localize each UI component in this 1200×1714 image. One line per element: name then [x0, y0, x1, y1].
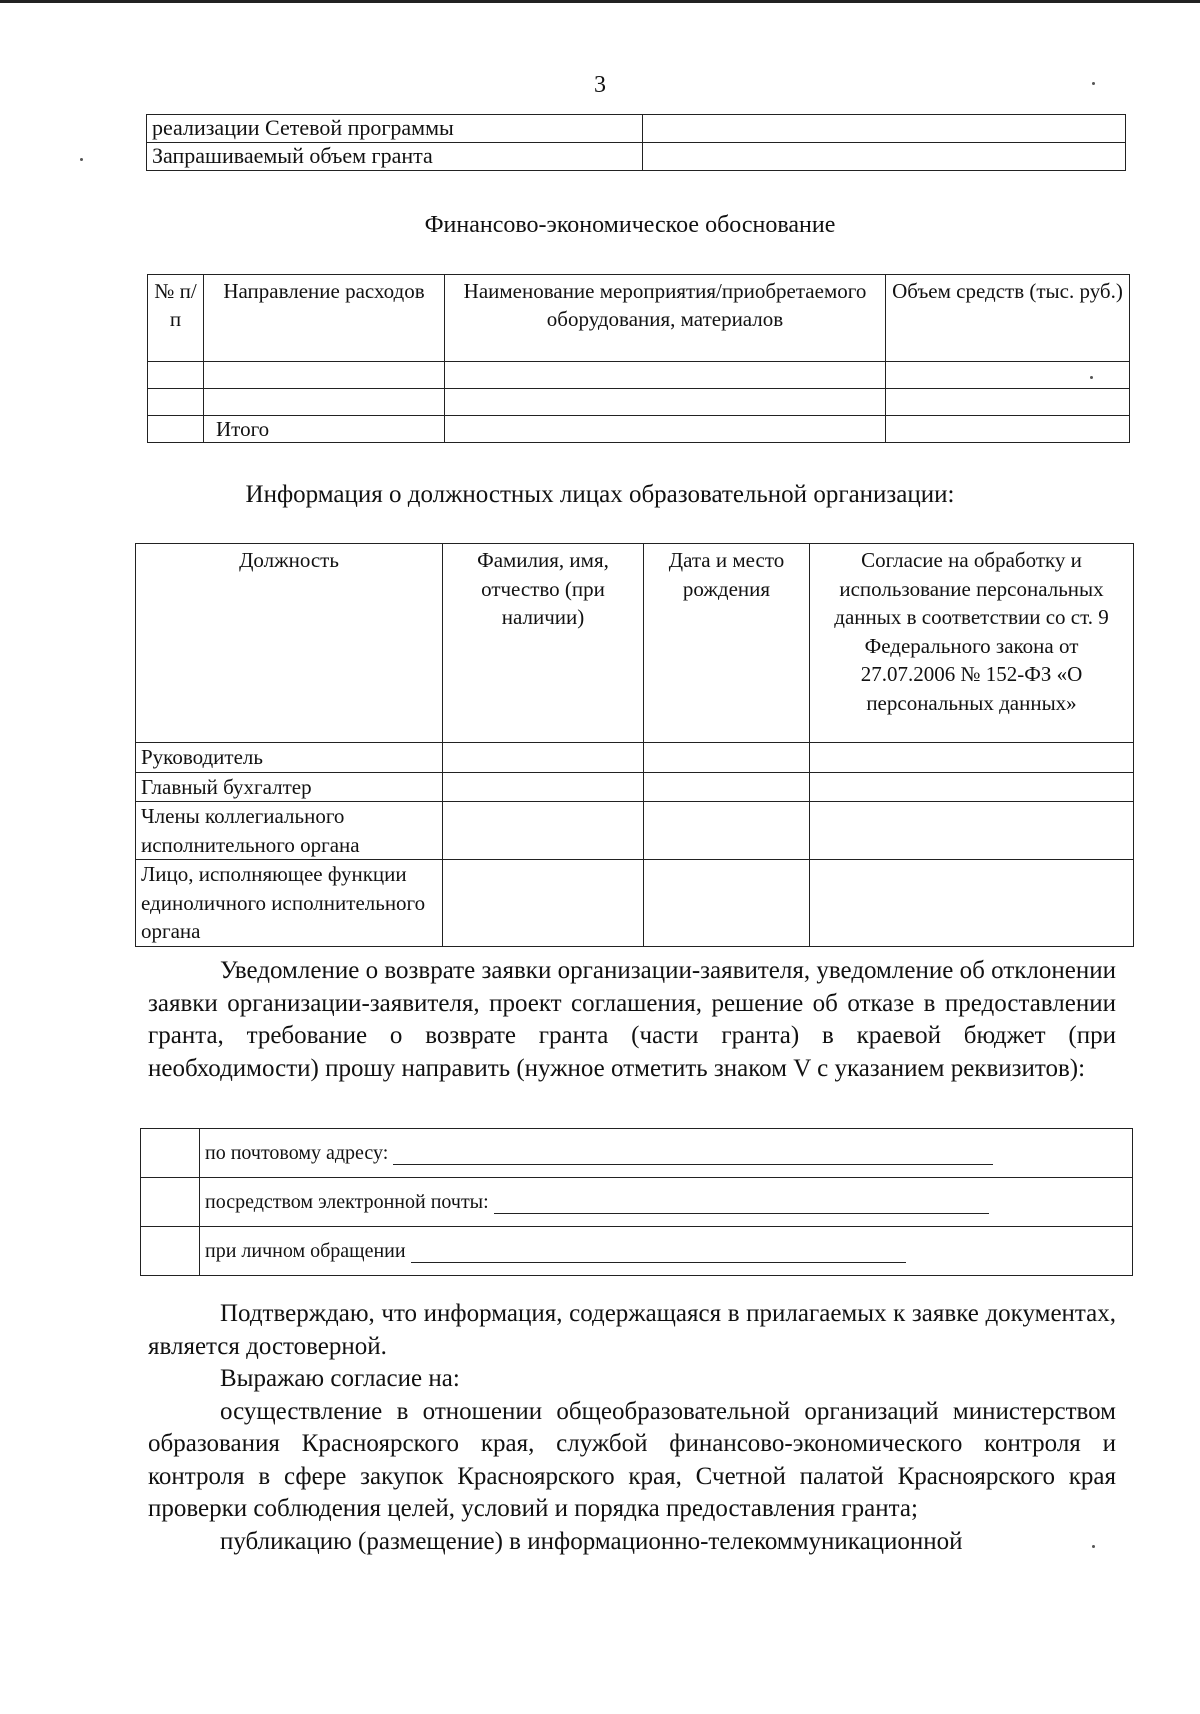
table-header-row [136, 544, 1134, 743]
scan-speck [1092, 1545, 1095, 1548]
grant-info-table [146, 114, 1126, 171]
consent-item-publication: публикацию (размещение) в информационно-телекоммуникационной [220, 1527, 963, 1555]
official-position: Лицо, исполняющее функции единоличного исполнительного органа [136, 860, 443, 947]
table-row [148, 416, 1130, 443]
scan-speck [1090, 376, 1093, 379]
postal-address-field[interactable] [393, 1144, 993, 1165]
table-row [136, 802, 1134, 860]
official-position: Главный бухгалтер [136, 772, 443, 802]
page-number: 3 [594, 72, 606, 98]
consent-item-inspection: осуществление в отношении общеобразовательной организаций министерством образования Красноярского края, службой финансово-экономического контроля и контроля в сфере закупок Красноярского края, Счетной палатой Красноярского края проверки соблюдения целей, условий и порядка предоставления гранта; [148, 1397, 1116, 1522]
notice-paragraph-block [148, 955, 1116, 1085]
table-row [141, 1129, 1133, 1178]
grant-row-label: Запрашиваемый объем гранта [147, 143, 643, 171]
col-header-amount: Объем средств (тыс. руб.) [886, 275, 1130, 362]
total-label: Итого [204, 416, 445, 443]
delivery-options-table [140, 1128, 1133, 1276]
consent-intro: Выражаю согласие на: [220, 1365, 460, 1392]
col-header-direction: Направление расходов [204, 275, 445, 362]
scan-top-border [0, 0, 1200, 3]
table-row [141, 1227, 1133, 1276]
table-row [148, 389, 1130, 416]
official-position: Руководитель [136, 743, 443, 773]
col-header-item-name: Наименование мероприятия/приобретаемого оборудования, материалов [445, 275, 886, 362]
grant-row-label: реализации Сетевой программы [147, 115, 643, 143]
in-person-option-label: при личном обращении [205, 1239, 406, 1262]
in-person-checkbox[interactable] [141, 1227, 200, 1276]
in-person-field[interactable] [411, 1242, 906, 1263]
table-row [136, 772, 1134, 802]
officials-section-title: Информация о должностных лицах образовательной организации: [245, 481, 955, 508]
col-header-birth: Дата и место рождения [644, 544, 810, 743]
officials-table [135, 543, 1134, 947]
table-row [136, 860, 1134, 947]
email-address-field[interactable] [494, 1193, 989, 1214]
table-header-row [148, 275, 1130, 362]
financial-section-title: Финансово-экономическое обоснование [424, 212, 836, 238]
notice-paragraph: Уведомление о возврате заявки организации-заявителя, уведомление об отклонении заявки организации-заявителя, проект соглашения, решение об отказе в предоставлении гранта, требование о возврате гранта (части гранта) в краевой бюджет (при необходимости) прошу направить (нужное отметить знаком V с указанием реквизитов): [148, 957, 1116, 1082]
email-checkbox[interactable] [141, 1178, 200, 1227]
table-row [147, 115, 1126, 143]
table-row [141, 1178, 1133, 1227]
email-option-label: посредством электронной почты: [205, 1190, 489, 1213]
table-row [148, 362, 1130, 389]
consent-block [148, 1298, 1116, 1558]
postal-option-label: по почтовому адресу: [205, 1141, 389, 1164]
table-row [136, 743, 1134, 773]
scan-speck [1092, 82, 1095, 85]
grant-row-value [643, 115, 1126, 143]
official-position: Члены коллегиального исполнительного органа [136, 802, 443, 860]
col-header-number: № п/п [148, 275, 204, 362]
col-header-position: Должность [136, 544, 443, 743]
table-row [147, 143, 1126, 171]
grant-row-value [643, 143, 1126, 171]
col-header-full-name: Фамилия, имя, отчество (при наличии) [443, 544, 644, 743]
postal-checkbox[interactable] [141, 1129, 200, 1178]
col-header-consent: Согласие на обработку и использование персональных данных в соответствии со ст. 9 Федерального закона от 27.07.2006 № 152-ФЗ «О персональных данных» [810, 544, 1134, 743]
confirm-paragraph: Подтверждаю, что информация, содержащаяся в прилагаемых к заявке документах, является достоверной. [148, 1300, 1116, 1360]
financial-table [147, 274, 1130, 443]
scan-speck [80, 158, 83, 161]
